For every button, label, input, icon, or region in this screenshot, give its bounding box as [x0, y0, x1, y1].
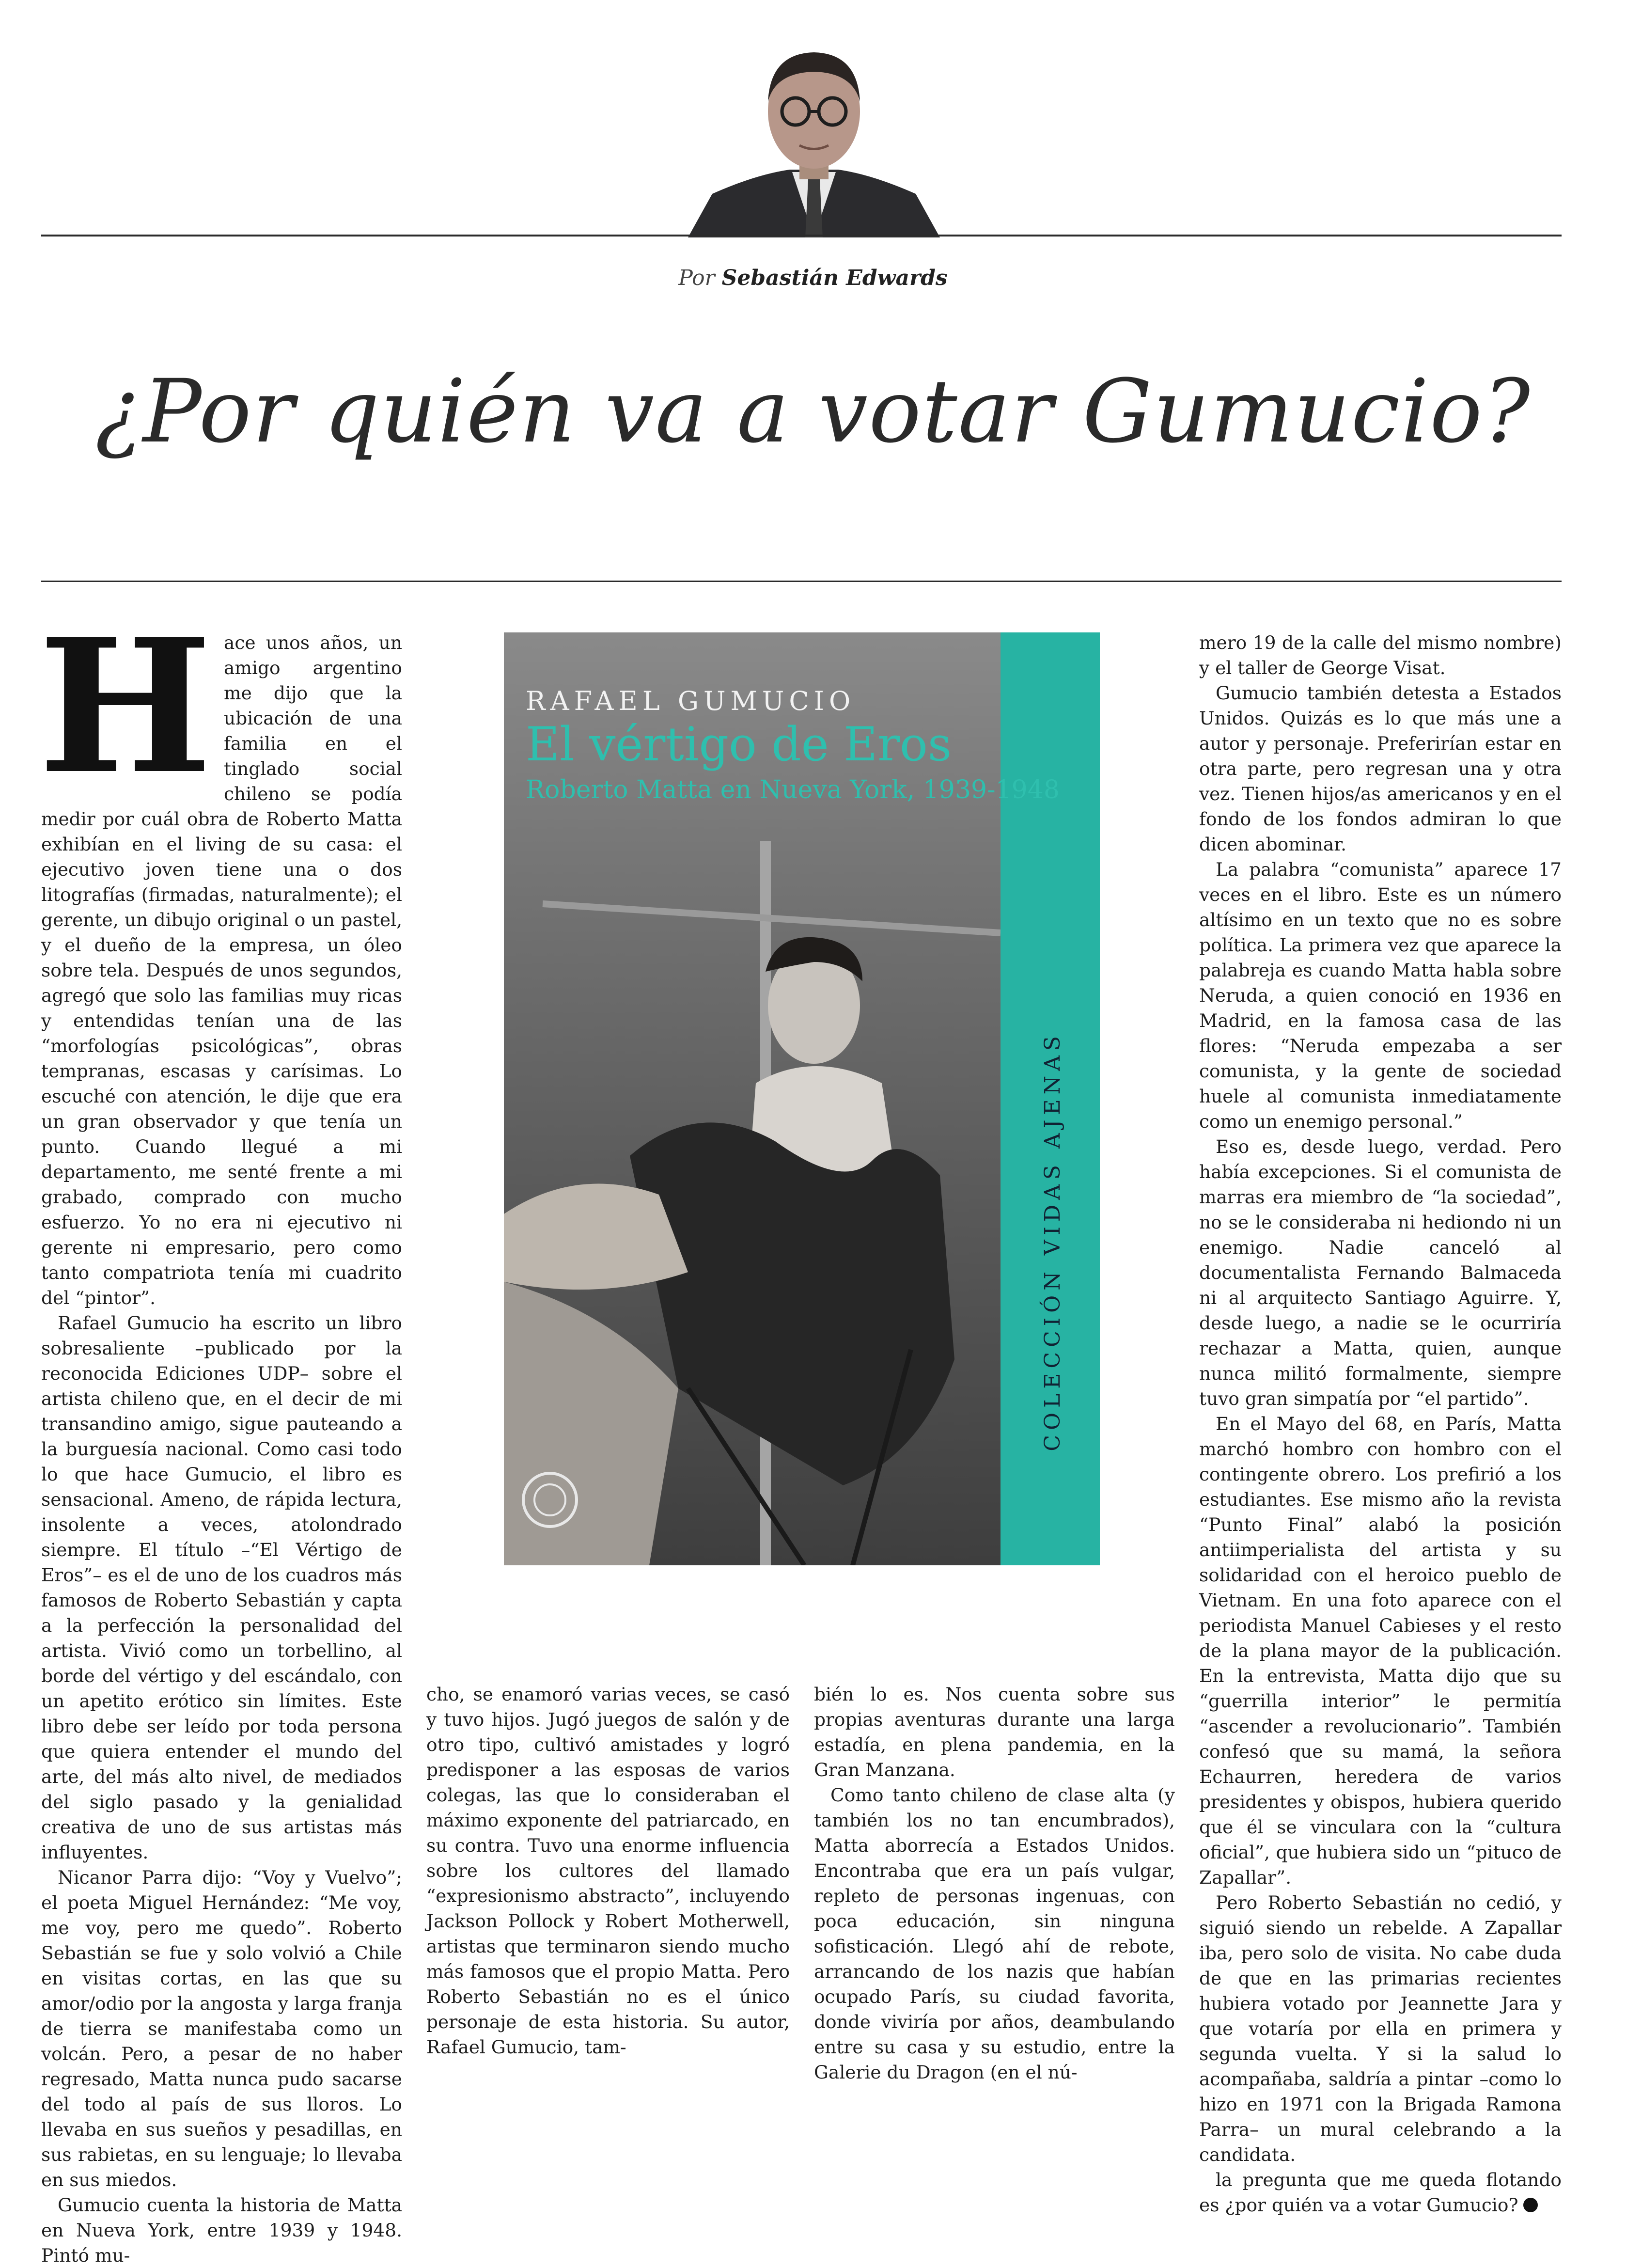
cover-photo-illustration — [504, 632, 1001, 1565]
paragraph: bién lo es. Nos cuenta sobre sus propias aventuras durante una larga estadía, en plena pandemia, en la Gran Manzana. — [814, 1684, 1175, 1780]
cover-collection: COLECCIÓN VIDAS AJENAS — [1040, 1031, 1065, 1451]
byline-prefix: Por — [678, 266, 715, 290]
paragraph: ace unos años, un amigo argentino me dijo que la ubicación de una familia en el tinglado social chileno se podía medir por cuál obra de Roberto Matta exhibían en el living de su casa: el ejecutivo joven tiene una o dos litografías (firmadas, naturalmente); el gerente, un dibujo original o un pastel, y el dueño de la empresa, un óleo sobre tela. Después de unos segundos, agregó que solo las familias muy ricas y entendidas tenían una de las “morfologías psicológicas”, obras tempranas, escasas y carísimas. Lo escuché con atención, le dije que era un gran observador y que tenía un punto. Cuando llegué a mi departamento, me senté frente a mi grabado, comprado con mucho esfuerzo. Yo no era ni ejecutivo ni gerente ni empresario, pero como tanto compatriota tenía mi cuadrito del “pintor”. — [41, 632, 402, 1308]
paragraph: Pero Roberto Sebastián no cedió, y siguió siendo un rebelde. A Zapallar iba, pero solo de visita. No cabe duda de que en las primarias recientes hubiera votado por Jeannette Jara y que votaría por ella en primera y segunda vuelta. Y si la salud lo acompañaba, saldría a pintar –como lo hizo en 1971 con la Brigada Ramona Parra– un mural celebrando a la candidata. — [1199, 1892, 1562, 2165]
byline — [0, 266, 1626, 290]
top-rule — [41, 235, 1562, 236]
cover-author: RAFAEL GUMUCIO — [526, 686, 856, 716]
paragraph: Gumucio también detesta a Estados Unidos. Quizás es lo que más une a autor y personaje. Preferirían estar en otra parte, pero regresan una y otra vez. Tienen hijos/as americanos y en el fondo de los fondos admiran lo que dicen abominar. — [1199, 682, 1562, 855]
article-column-4 — [1199, 630, 1562, 2218]
final-text: la pregunta que me queda flotando es ¿por quién va a votar Gumucio? — [1199, 2169, 1562, 2216]
cover-photo — [504, 632, 1001, 1565]
end-mark-icon — [1523, 2198, 1538, 2212]
headline-rule — [41, 581, 1562, 582]
article-column-2 — [426, 1682, 790, 2060]
article-column-3 — [814, 1682, 1175, 2085]
paragraph: Eso es, desde luego, verdad. Pero había excepciones. Si el comunista de marras era miembro de “la sociedad”, no se le consideraba ni hediondo ni un enemigo. Nadie canceló al documentalista Fernando Balmaceda ni al arquitecto Santiago Aguirre. Y, desde luego, a nadie se le ocurriría rechazar a Matta, quien, aunque nunca militó formalmente, siempre tuvo gran simpatía por “el partido”. — [1199, 1136, 1562, 1409]
dropcap: H — [38, 598, 213, 815]
paragraph: Como tanto chileno de clase alta (y también los no tan encumbrados), Matta aborrecía a Estados Unidos. Encontraba que era un país vulgar, repleto de personas ingenuas, con poca educación, sin ninguna sofisticación. Llegó ahí de rebote, arrancando de los nazis que habían ocupado París, su ciudad favorita, donde viviría por años, deambulando entre su casa y su estudio, entre la Galerie du Dragon (en el nú- — [814, 1784, 1175, 2083]
paragraph: mero 19 de la calle del mismo nombre) y el taller de George Visat. — [1199, 632, 1562, 678]
cover-subtitle: Roberto Matta en Nueva York, 1939-1948 — [526, 775, 1060, 804]
cover-title: El vértigo de Eros — [526, 717, 952, 772]
final-paragraph — [1199, 2167, 1562, 2218]
paragraph: Gumucio cuenta la historia de Matta en Nueva York, entre 1939 y 1948. Pintó mu- — [41, 2194, 402, 2266]
byline-author: Sebastián Edwards — [721, 266, 948, 290]
headline: ¿Por quién va a votar Gumucio? — [95, 361, 1531, 462]
paragraph: cho, se enamoró varias veces, se casó y tuvo hijos. Jugó juegos de salón y de otro tipo, cultivó amistades y logró predisponer a las esposas de varios colegas, las que lo consideraban el máximo exponente del patriarcado, en su contra. Tuvo una enorme influencia sobre los cultores del llamado “expresionismo abstracto”, incluyendo Jackson Pollock y Robert Motherwell, artistas que terminaron siendo mucho más famosos que el propio Matta. Pero Roberto Sebastián no es el único personaje de esta historia. Su autor, Rafael Gumucio, tam- — [426, 1684, 790, 2058]
paragraph: La palabra “comunista” aparece 17 veces en el libro. Este es un número altísimo en un texto que no es sobre política. La primera vez que aparece la palabreja es cuando Matta habla sobre Neruda, a quien conoció en 1936 en Madrid, en la famosa casa de las flores: “Neruda empezaba a ser comunista, y la gente de sociedad huele al comunista inmediatamente como un enemigo personal.” — [1199, 859, 1562, 1132]
article-column-1 — [38, 598, 402, 2268]
paragraph: En el Mayo del 68, en París, Matta marchó hombro con hombro con el contingente obrero. Los prefirió a los estudiantes. Ese mismo año la revista “Punto Final” alabó la posición antiimperialista del artista y su solidaridad con el heroico pueblo de Vietnam. En una foto aparece con el periodista Manuel Cabieses y el resto de la plana mayor de la publicación. En la entrevista, Matta dijo que su “guerrilla interior” le permitía “ascender a revolucionario”. También confesó que su mamá, la señora Echaurren, heredera de varios presidentes y obispos, hubiera querido que él se vinculara con la “cultura oficial”, que hubiera sido un “pituco de Zapallar”. — [1199, 1413, 1562, 1888]
book-cover-image — [504, 632, 1100, 1565]
paragraph: Nicanor Parra dijo: “Voy y Vuelvo”; el poeta Miguel Hernández: “Me voy, me voy, pero me quedo”. Roberto Sebastián se fue y solo volvió a Chile en visitas cortas, en las que su amor/odio por la angosta y larga franja de tierra se manifestaba como un volcán. Pero, a pesar de no haber regresado, Matta nunca pudo sacarse del todo al país de sus lloros. Lo llevaba en sus sueños y pesadillas, en sus rabietas, en su lenguaje; lo llevaba en sus miedos. — [41, 1867, 402, 2190]
paragraph: Rafael Gumucio ha escrito un libro sobresaliente –publicado por la reconocida Ediciones UDP– sobre el artista chileno que, en el decir de mi transandino amigo, sigue pauteando a la burguesía nacional. Como casi todo lo que hace Gumucio, el libro es sensacional. Ameno, de rápida lectura, insolente a veces, atolondrado siempre. El título –“El Vértigo de Eros”– es el de uno de los cuadros más famosos de Roberto Sebastián y capta a la perfección la personalidad del artista. Vivió como un torbellino, al borde del vértigo y del escándalo, con un apetito erótico sin límites. Este libro debe ser leído por toda persona que quiera entender el mundo del arte, del más alto nivel, de mediados del siglo pasado y la genialidad creativa de uno de sus artistas más influyentes. — [41, 1312, 402, 1863]
author-portrait — [669, 34, 959, 237]
